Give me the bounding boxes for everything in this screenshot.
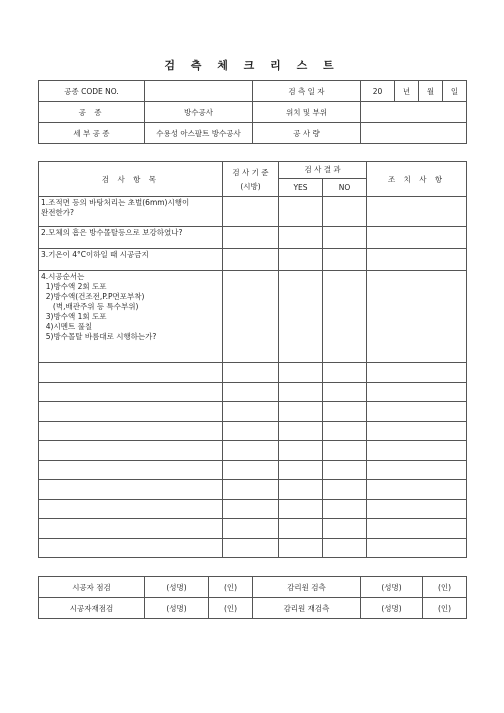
sign-name-contractor-recheck: (성명) [145,598,209,619]
table-row [39,421,467,441]
item-yes [279,249,323,271]
table-row [39,519,467,539]
info-value-quantity [361,123,467,144]
item-line: 3.기온이 4°C이하일 때 시공금지 [41,250,149,259]
item-text [39,271,223,363]
info-label-subtrade: 세 부 공 종 [39,123,145,144]
info-label-quantity: 공 사 량 [253,123,361,144]
table-row [39,382,467,402]
item-standard [223,499,279,519]
info-value-code [145,81,253,102]
sign-name-contractor-check: (성명) [145,577,209,598]
item-action [367,249,467,271]
info-date-day: 일 [443,81,467,102]
item-text [39,441,223,461]
sign-label-contractor-recheck: 시공자재점검 [39,598,145,619]
item-standard [223,249,279,271]
info-label-date: 검 측 일 자 [253,81,361,102]
item-text [39,519,223,539]
item-no [323,441,367,461]
item-line: (벽,배관주위 등 특수부위) [41,302,139,311]
table-header-row [39,162,467,179]
item-standard [223,363,279,383]
item-line: 2)방수액(건조전,P.P면포부착) [41,292,145,301]
item-standard [223,271,279,363]
item-standard [223,538,279,558]
item-standard [223,421,279,441]
sign-seal-supervisor-recheck: (인) [423,598,467,619]
item-action [367,460,467,480]
item-text [39,538,223,558]
table-row [39,499,467,519]
info-date-month: 월 [419,81,443,102]
item-standard [223,402,279,422]
item-line: 1)방수액 2회 도포 [41,282,107,291]
info-date-yy: 20 [361,81,395,102]
item-text [39,499,223,519]
item-standard [223,441,279,461]
item-yes [279,402,323,422]
sign-seal-contractor-check: (인) [209,577,253,598]
header-standard-sub: (시방) [240,181,261,191]
info-label-trade: 공 종 [39,102,145,123]
info-label-location: 위치 및 부위 [253,102,361,123]
item-no [323,421,367,441]
item-action [367,363,467,383]
header-action: 조 치 사 항 [367,162,467,197]
item-yes [279,480,323,500]
signature-table [38,576,467,619]
item-line: 4)시멘트 풀칠 [41,322,93,331]
header-standard [223,162,279,197]
item-no [323,538,367,558]
item-action [367,538,467,558]
item-no [323,271,367,363]
sign-row-2 [39,598,467,619]
item-text [39,421,223,441]
item-standard [223,519,279,539]
sign-name-supervisor-recheck: (성명) [361,598,423,619]
item-no [323,363,367,383]
item-yes [279,363,323,383]
info-value-trade: 방수공사 [145,102,253,123]
sign-seal-supervisor-check: (인) [423,577,467,598]
page-title: 검 측 체 크 리 스 트 [164,59,340,72]
item-action [367,197,467,227]
table-row [39,538,467,558]
item-standard [223,480,279,500]
item-action [367,480,467,500]
item-no [323,519,367,539]
header-yes: YES [279,178,323,196]
table-row [39,227,467,249]
item-standard [223,460,279,480]
item-action [367,227,467,249]
item-action [367,382,467,402]
item-text [39,197,223,227]
info-date-year: 년 [395,81,419,102]
item-no [323,499,367,519]
table-row [39,460,467,480]
inspection-table [38,161,467,558]
item-line: 완전한가? [41,208,74,217]
item-yes [279,227,323,249]
item-yes [279,538,323,558]
item-text [39,480,223,500]
item-yes [279,271,323,363]
item-no [323,382,367,402]
item-yes [279,519,323,539]
item-line: 3)방수액 1회 도포 [41,312,107,321]
item-action [367,421,467,441]
table-row [39,441,467,461]
item-action [367,271,467,363]
item-text [39,382,223,402]
item-text [39,227,223,249]
info-row-subtrade [39,123,467,144]
item-text [39,249,223,271]
table-row [39,402,467,422]
sign-row-1 [39,577,467,598]
item-yes [279,197,323,227]
item-line: 4.시공순서는 [41,272,85,281]
sign-label-supervisor-check: 감리원 검측 [253,577,361,598]
header-standard-label: 검 사 기 준 [232,167,269,177]
item-line: 2.모체의 흠은 방수몰탈등으로 보강하였나? [41,228,183,237]
item-yes [279,460,323,480]
item-yes [279,421,323,441]
info-label-code: 공종 CODE NO. [39,81,145,102]
info-table [38,80,467,144]
info-row-trade [39,102,467,123]
item-text [39,363,223,383]
sign-label-supervisor-recheck: 감리원 재검측 [253,598,361,619]
item-standard [223,227,279,249]
item-no [323,227,367,249]
item-line: 5)방수몰탈 바름대로 시행하는가? [41,332,157,341]
info-value-location [361,102,467,123]
item-no [323,402,367,422]
item-no [323,460,367,480]
item-action [367,402,467,422]
table-row [39,249,467,271]
item-standard [223,382,279,402]
table-row [39,197,467,227]
sign-label-contractor-check: 시공자 점검 [39,577,145,598]
item-no [323,480,367,500]
header-no: NO [323,178,367,196]
item-yes [279,382,323,402]
sign-seal-contractor-recheck: (인) [209,598,253,619]
item-no [323,197,367,227]
item-text [39,460,223,480]
info-row-code [39,81,467,102]
item-action [367,519,467,539]
item-action [367,499,467,519]
item-line: 1.조적면 등의 바탕처리는 초벌(6mm)시행이 [41,198,190,207]
table-row [39,480,467,500]
item-text [39,402,223,422]
item-no [323,249,367,271]
table-row [39,363,467,383]
header-item: 검 사 항 목 [39,162,223,197]
item-yes [279,441,323,461]
header-result: 검 사 결 과 [279,162,367,179]
table-row [39,271,467,363]
item-standard [223,197,279,227]
item-action [367,441,467,461]
sign-name-supervisor-check: (성명) [361,577,423,598]
info-value-subtrade: 수용성 아스팔트 방수공사 [145,123,253,144]
item-yes [279,499,323,519]
